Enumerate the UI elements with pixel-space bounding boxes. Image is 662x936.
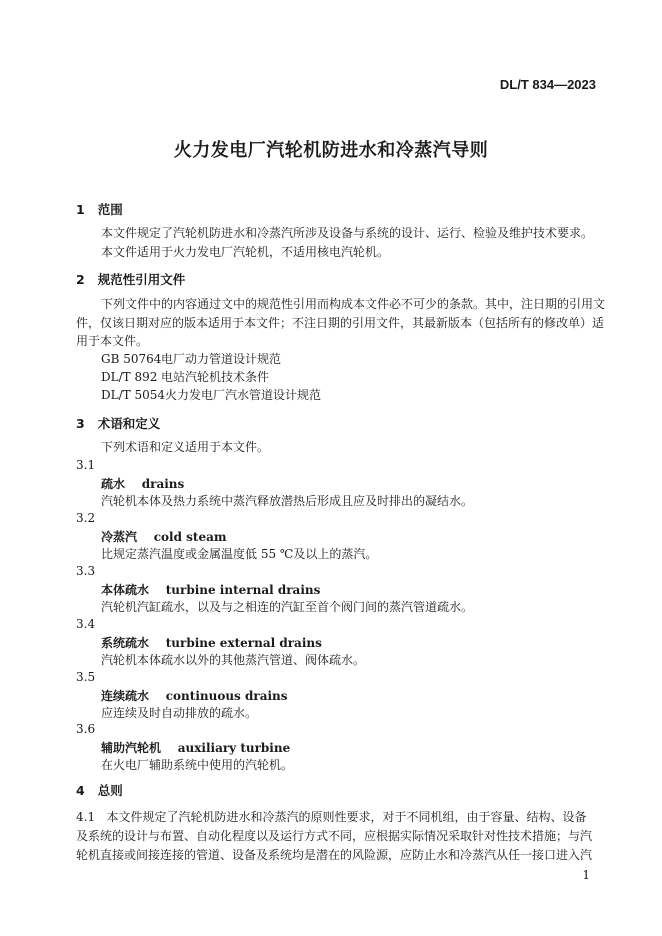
section-number: 1 bbox=[76, 202, 85, 217]
term-heading bbox=[101, 475, 184, 492]
term-definition: 汽轮机汽缸疏水，以及与之相连的汽缸至首个阀门间的蒸汽管道疏水。 bbox=[101, 600, 474, 614]
term-cn: 冷蒸汽 bbox=[101, 530, 138, 544]
term-definition: 在火电厂辅助系统中使用的汽轮机。 bbox=[101, 758, 294, 772]
clause-4-1-line-2: 及系统的设计与布置、自动化程度以及运行方式不同，应根据实际情况采取针对性技术措施；与汽 bbox=[76, 829, 593, 843]
page-number: 1 bbox=[582, 868, 590, 882]
term-definition: 汽轮机本体疏水以外的其他蒸汽管道、阀体疏水。 bbox=[101, 653, 366, 667]
reference-item bbox=[101, 386, 321, 403]
reference-title: 电厂动力管道设计规范 bbox=[161, 352, 282, 366]
section-title: 总则 bbox=[97, 783, 123, 798]
term-number: 3.5 bbox=[76, 670, 96, 684]
term-en: continuous drains bbox=[165, 689, 288, 703]
term-cn: 本体疏水 bbox=[101, 583, 150, 597]
term-heading bbox=[101, 739, 290, 756]
terms-intro: 下列术语和定义适用于本文件。 bbox=[101, 440, 270, 454]
clause-4-1-line-3: 轮机直接或间接连接的管道、设备及系统均是潜在的风险源，应防止水和冷蒸汽从任一接口进入汽 bbox=[76, 848, 593, 862]
term-definition: 比规定蒸汽温度或金属温度低 55 ℃及以上的蒸汽。 bbox=[101, 547, 378, 561]
term-en: turbine internal drains bbox=[165, 583, 321, 597]
term-number: 3.1 bbox=[76, 458, 96, 472]
term-number: 3.4 bbox=[76, 617, 96, 631]
scope-paragraph-1: 本文件规定了汽轮机防进水和冷蒸汽所涉及设备与系统的设计、运行、检验及维护技术要求。 bbox=[101, 226, 594, 240]
reference-code: DL/T 5054 bbox=[101, 388, 165, 402]
term-cn: 系统疏水 bbox=[101, 636, 150, 650]
reference-item bbox=[101, 368, 269, 385]
term-number: 3.6 bbox=[76, 722, 96, 736]
document-title: 火力发电厂汽轮机防进水和冷蒸汽导则 bbox=[173, 140, 489, 161]
references-paragraph-line-1: 下列文件中的内容通过文中的规范性引用而构成本文件必不可少的条款。其中，注日期的引用文 bbox=[101, 297, 606, 311]
term-cn: 辅助汽轮机 bbox=[101, 741, 162, 755]
term-heading bbox=[101, 634, 322, 651]
reference-code: DL/T 892 bbox=[101, 370, 158, 384]
term-heading bbox=[101, 687, 288, 704]
clause-4-1-line-1 bbox=[76, 808, 587, 825]
term-number: 3.2 bbox=[76, 511, 96, 525]
section-title: 规范性引用文件 bbox=[97, 272, 186, 287]
references-paragraph-line-2: 件，仅该日期对应的版本适用于本文件；不注日期的引用文件，其最新版本（包括所有的修改单）适 bbox=[76, 316, 605, 330]
clause-text: 本文件规定了汽轮机防进水和冷蒸汽的原则性要求，对于不同机组，由于容量、结构、设备 bbox=[106, 810, 587, 824]
section-title: 术语和定义 bbox=[97, 416, 161, 431]
term-cn: 连续疏水 bbox=[101, 689, 150, 703]
scope-paragraph-2: 本文件适用于火力发电厂汽轮机，不适用核电汽轮机。 bbox=[101, 245, 390, 259]
term-en: cold steam bbox=[153, 530, 227, 544]
term-en: auxiliary turbine bbox=[177, 741, 291, 755]
reference-code: GB 50764 bbox=[101, 352, 162, 366]
section-1-heading bbox=[76, 200, 123, 218]
term-heading bbox=[101, 581, 320, 598]
section-4-heading bbox=[76, 781, 123, 799]
reference-title: 电站汽轮机技术条件 bbox=[161, 370, 270, 384]
section-2-heading bbox=[76, 270, 185, 288]
section-title: 范围 bbox=[97, 202, 123, 217]
term-en: drains bbox=[141, 477, 185, 491]
reference-item bbox=[101, 350, 281, 367]
section-number: 4 bbox=[76, 783, 85, 798]
references-paragraph-line-3: 用于本文件。 bbox=[76, 334, 149, 348]
term-cn: 疏水 bbox=[101, 477, 126, 491]
section-number: 2 bbox=[76, 272, 85, 287]
standard-number: DL/T 834—2023 bbox=[499, 77, 596, 92]
reference-title: 火力发电厂汽水管道设计规范 bbox=[165, 388, 322, 402]
term-number: 3.3 bbox=[76, 564, 96, 578]
term-definition: 汽轮机本体及热力系统中蒸汽释放潜热后形成且应及时排出的凝结水。 bbox=[101, 494, 474, 508]
section-3-heading bbox=[76, 414, 160, 432]
section-number: 3 bbox=[76, 416, 85, 431]
term-en: turbine external drains bbox=[165, 636, 322, 650]
term-definition: 应连续及时自动排放的疏水。 bbox=[101, 706, 258, 720]
clause-number: 4.1 bbox=[76, 810, 96, 824]
term-heading bbox=[101, 528, 227, 545]
